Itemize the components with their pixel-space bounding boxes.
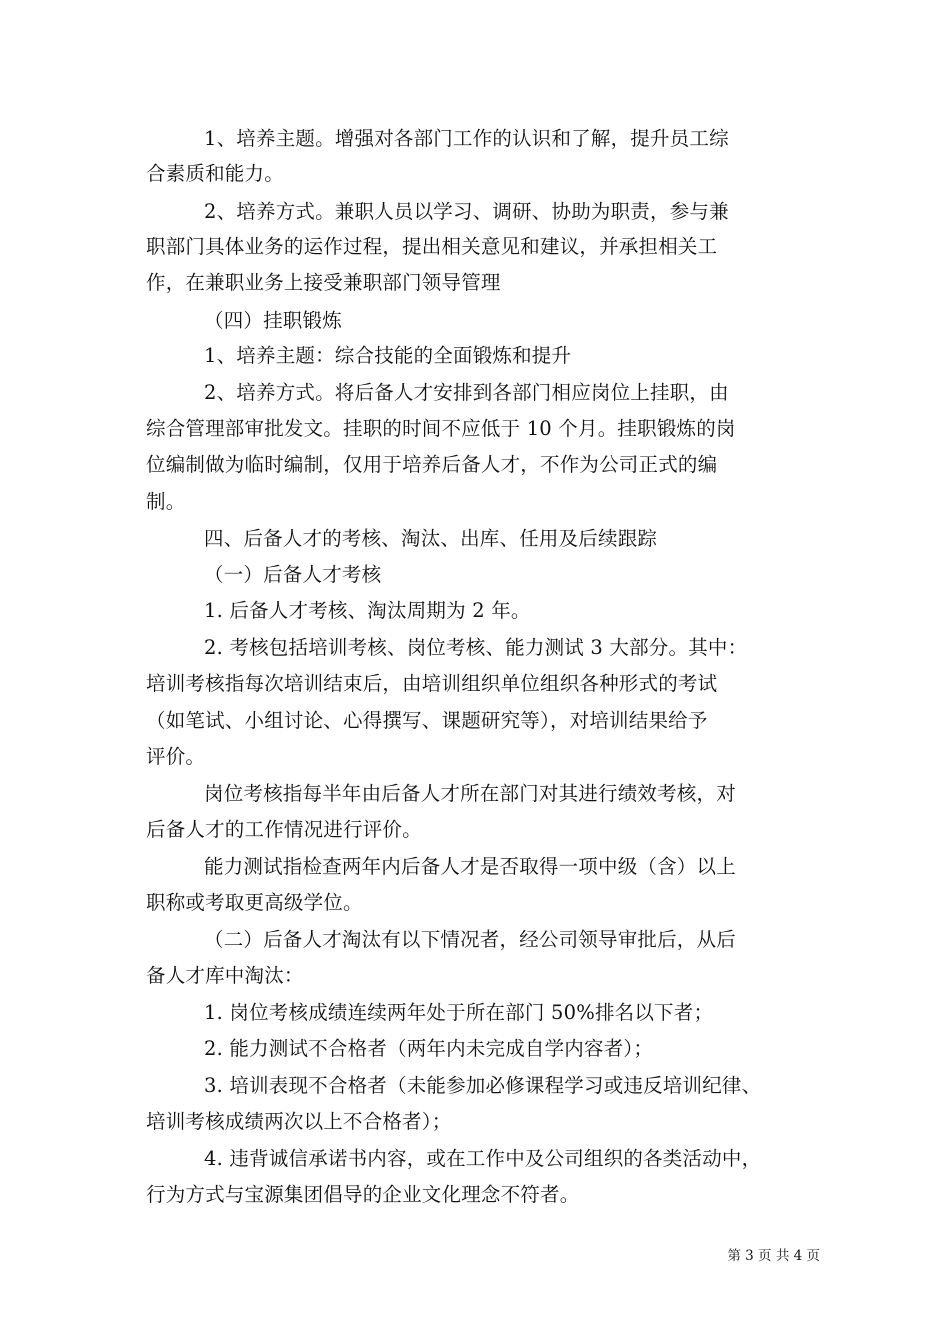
text-line: 作，在兼职业务上接受兼职部门领导管理 — [146, 271, 501, 294]
text-line: （如笔试、小组讨论、心得撰写、课题研究等），对培训结果给予 — [146, 709, 708, 732]
text-line: 评价。 — [146, 745, 206, 768]
list-item: 1. 岗位考核成绩连续两年处于所在部门 50%排名以下者； — [204, 1001, 714, 1024]
text-line: 职部门具体业务的运作过程，提出相关意见和建议，并承担相关工 — [146, 235, 718, 258]
text-line: 培训考核成绩两次以上不合格者）； — [146, 1110, 452, 1133]
section-heading: 四、后备人才的考核、淘汰、出库、任用及后续跟踪 — [204, 527, 658, 550]
text-line: 后备人才的工作情况进行评价。 — [146, 818, 422, 841]
text-line: 综合管理部审批发文。挂职的时间不应低于 10 个月。挂职锻炼的岗 — [146, 417, 736, 440]
text-line: 2、培养方式。兼职人员以学习、调研、协助为职责，参与兼 — [204, 200, 729, 223]
text-line: 1、培养主题：综合技能的全面锻炼和提升 — [204, 344, 572, 367]
subsection-heading: （二）后备人才淘汰有以下情况者，经公司领导审批后，从后 — [204, 928, 736, 951]
text-line: 位编制做为临时编制，仅用于培养后备人才，不作为公司正式的编 — [146, 453, 718, 476]
subsection-heading: （一）后备人才考核 — [204, 563, 382, 586]
text-line: 1. 后备人才考核、淘汰周期为 2 年。 — [204, 599, 531, 622]
list-item: 4. 违背诚信承诺书内容，或在工作中及公司组织的各类活动中， — [204, 1147, 762, 1170]
text-line: 培训考核指每次培训结束后，由培训组织单位组织各种形式的考试 — [146, 672, 718, 695]
text-line: 2、培养方式。将后备人才安排到各部门相应岗位上挂职，由 — [204, 381, 729, 404]
text-line: 合素质和能力。 — [146, 162, 284, 185]
text-line: 制。 — [146, 490, 186, 513]
text-line: 行为方式与宝源集团倡导的企业文化理念不符者。 — [146, 1183, 580, 1206]
text-line: 备人才库中淘汰： — [146, 964, 304, 987]
text-line: 职称或考取更高级学位。 — [146, 891, 363, 914]
list-item: 3. 培训表现不合格者（未能参加必修课程学习或违反培训纪律、 — [204, 1074, 762, 1097]
text-line: 能力测试指检查两年内后备人才是否取得一项中级（含）以上 — [204, 855, 736, 878]
list-item: 2. 能力测试不合格者（两年内未完成自学内容者）； — [204, 1037, 654, 1060]
text-line: 岗位考核指每半年由后备人才所在部门对其进行绩效考核，对 — [204, 782, 736, 805]
text-line: 1、培养主题。增强对各部门工作的认识和了解，提升员工综 — [204, 127, 729, 150]
section-heading: （四）挂职锻炼 — [204, 309, 342, 332]
text-line: 2. 考核包括培训考核、岗位考核、能力测试 3 大部分。其中： — [204, 636, 748, 659]
page-number: 第 3 页 共 4 页 — [727, 1248, 820, 1264]
